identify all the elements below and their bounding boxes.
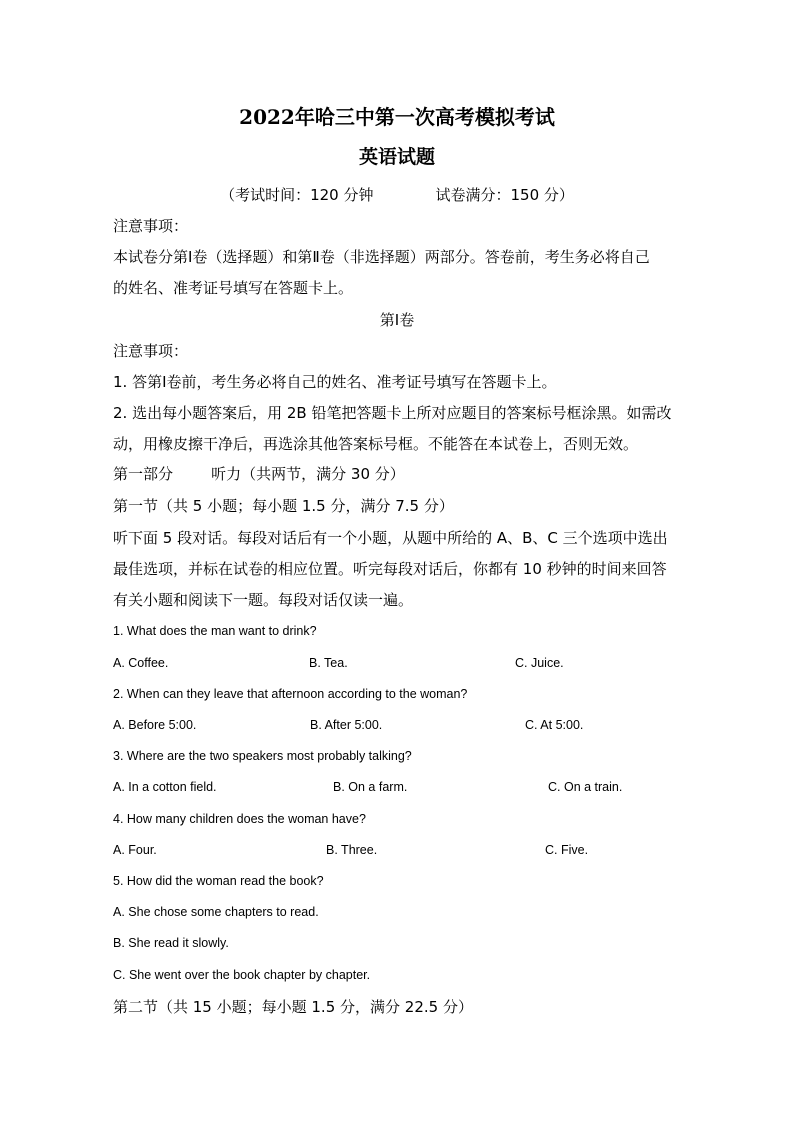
exam-time: （考试时间：120 分钟: [220, 186, 374, 204]
section1-instr-3: 有关小题和阅读下一题。每段对话仅读一遍。: [113, 591, 414, 609]
question-2-option-b: B. After 5:00.: [310, 718, 383, 732]
part1-heading: 第一部分 听力（共两节，满分 30 分）: [113, 465, 405, 483]
question-4-option-b: B. Three.: [326, 843, 378, 857]
section2-heading: 第二节（共 15 小题；每小题 1.5 分，满分 22.5 分）: [113, 998, 473, 1016]
question-2-option-a: A. Before 5:00.: [113, 718, 197, 732]
exam-info: [0, 184, 794, 206]
question-4-option-a: A. Four.: [113, 843, 157, 857]
question-5: 5. How did the woman read the book?: [113, 874, 324, 888]
question-5-option-b: B. She read it slowly.: [113, 936, 229, 950]
exam-subtitle: 英语试题: [358, 146, 435, 168]
exam-title: 2022年哈三中第一次高考模拟考试: [239, 105, 555, 129]
volume-label: 第Ⅰ卷: [379, 311, 415, 329]
question-5-option-a: A. She chose some chapters to read.: [113, 905, 319, 919]
question-1-option-b: B. Tea.: [309, 656, 348, 670]
notes-line-2: 的姓名、准考证号填写在答题卡上。: [113, 279, 354, 297]
question-1-option-c: C. Juice.: [515, 656, 564, 670]
volume-note-1: 1. 答第Ⅰ卷前，考生务必将自己的姓名、准考证号填写在答题卡上。: [113, 373, 557, 391]
question-3: 3. Where are the two speakers most probably talking?: [113, 749, 412, 763]
question-4: 4. How many children does the woman have?: [113, 812, 366, 826]
question-2: 2. When can they leave that afternoon according to the woman?: [113, 687, 468, 701]
notes-heading: 注意事项：: [113, 217, 189, 235]
section1-instr-2: 最佳选项，并标在试卷的相应位置。听完每段对话后，你都有 10 秒钟的时间来回答: [113, 560, 667, 578]
question-3-option-c: C. On a train.: [548, 780, 623, 794]
question-3-option-a: A. In a cotton field.: [113, 780, 217, 794]
notes-line-1: 本试卷分第Ⅰ卷（选择题）和第Ⅱ卷（非选择题）两部分。答卷前，考生务必将自己: [113, 248, 650, 266]
question-1-option-a: A. Coffee.: [113, 656, 169, 670]
question-5-option-c: C. She went over the book chapter by chapter.: [113, 968, 371, 982]
volume-notes-heading: 注意事项：: [113, 342, 189, 360]
volume-note-2-line-1: 2. 选出每小题答案后，用 2B 铅笔把答题卡上所对应题目的答案标号框涂黑。如需改: [113, 404, 672, 422]
exam-score: 试卷满分：150 分）: [435, 186, 574, 204]
section1-instr-1: 听下面 5 段对话。每段对话后有一个小题，从题中所给的 A、B、C 三个选项中选出: [113, 529, 668, 547]
question-4-option-c: C. Five.: [545, 843, 589, 857]
volume-note-2-line-2: 动，用橡皮擦干净后，再选涂其他答案标号框。不能答在本试卷上，否则无效。: [113, 435, 639, 453]
section1-heading: 第一节（共 5 小题；每小题 1.5 分，满分 7.5 分）: [113, 497, 454, 515]
question-2-option-c: C. At 5:00.: [525, 718, 584, 732]
question-3-option-b: B. On a farm.: [333, 780, 408, 794]
question-1: 1. What does the man want to drink?: [113, 624, 317, 638]
